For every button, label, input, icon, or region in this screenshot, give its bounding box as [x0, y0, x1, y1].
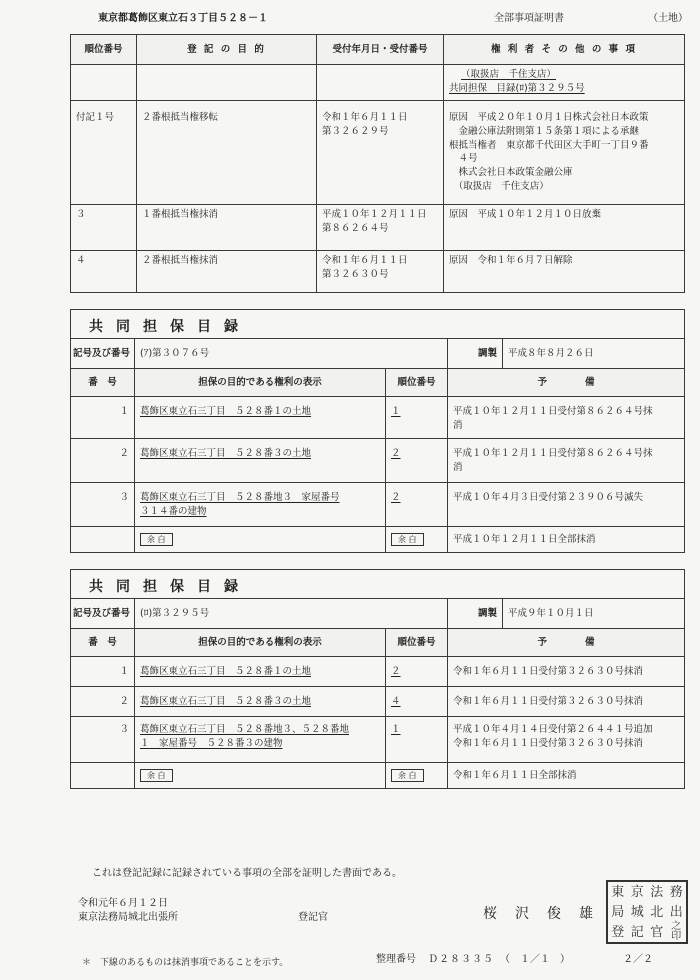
- col-rank: 順位番号: [386, 369, 448, 397]
- yohaku-stamp: 余 白: [140, 533, 173, 546]
- issuing-office: 東京法務局城北出張所: [78, 912, 178, 923]
- rights-line: 葛飾区東立石三丁目 ５２８番地３、５２８番地: [140, 724, 350, 735]
- table-row: [71, 205, 685, 251]
- matters-cell: [444, 65, 685, 101]
- item-rank: [386, 687, 448, 717]
- table-row: [71, 101, 685, 205]
- reserve-line: 令和１年６月１１日受付第３２６３０号抹消: [453, 665, 644, 677]
- item-no: ３: [71, 717, 135, 763]
- item-rank: [386, 439, 448, 483]
- item-rank: [386, 397, 448, 439]
- rank-value: ２: [391, 448, 401, 459]
- rank-value: ４: [391, 695, 401, 707]
- item-reserve: [448, 657, 685, 687]
- seal-char: 城: [630, 904, 644, 920]
- matters-line: ４号: [449, 153, 478, 165]
- chosei-value: 平成８年８月２６日: [503, 339, 685, 369]
- rank-value: ２: [391, 665, 401, 677]
- item-reserve: [448, 717, 685, 763]
- rank-cell: ３: [71, 205, 137, 251]
- reserve-line: 平成１０年１２月１１日受付第８６２６４号抹: [453, 448, 653, 459]
- matters-cell: [444, 251, 685, 293]
- kigo-label: 記号及び番号: [71, 339, 135, 369]
- item-no: １: [71, 657, 135, 687]
- seiri-value: Ｄ２８３３５: [428, 954, 494, 965]
- table-row: [71, 439, 685, 483]
- item-rights: [135, 483, 386, 527]
- final-note: 令和１年６月１１日全部抹消: [448, 763, 685, 789]
- col-receipt-date: 受付年月日・受付番号: [317, 35, 444, 65]
- seal-char: 出: [669, 904, 683, 920]
- col-rank-number: 順位番号: [71, 35, 137, 65]
- receipt-cell: [317, 205, 444, 251]
- item-rank: [386, 657, 448, 687]
- table-row: [71, 397, 685, 439]
- item-reserve: [448, 687, 685, 717]
- item-no: ２: [71, 439, 135, 483]
- certificate-type: 全部事項証明書: [494, 13, 564, 24]
- page-number: ２／２: [623, 954, 653, 965]
- matters-line: （取扱店 千住支店）: [449, 180, 549, 192]
- receipt-number: 第８６２６４号: [322, 222, 389, 234]
- item-rights: [135, 687, 386, 717]
- item-no: １: [71, 397, 135, 439]
- yohaku-stamp: 余 白: [391, 769, 424, 782]
- matters-line: 原因 平成２０年１０月１日株式会社日本政策: [449, 112, 649, 123]
- rank-value: ２: [391, 492, 401, 503]
- item-rank: [386, 717, 448, 763]
- col-rights-display: 担保の目的である権利の表示: [135, 369, 386, 397]
- mokuroku1-title-bar: [70, 309, 685, 339]
- seal-char: 之印: [671, 921, 682, 942]
- rights-table: [70, 34, 685, 293]
- yohaku-stamp: 余 白: [391, 533, 424, 546]
- land-type: （土地）: [648, 13, 688, 24]
- matters-line: （取扱店 千住支店）: [461, 69, 557, 80]
- rank-value: １: [391, 724, 401, 735]
- col-matters: 権 利 者 そ の 他 の 事 項: [444, 35, 685, 65]
- rank-cell: ４: [71, 251, 137, 293]
- purpose-cell: ２番根抵当権移転: [137, 101, 317, 205]
- reserve-line: 令和１年６月１１日受付第３２６３０号抹消: [453, 737, 644, 749]
- item-reserve: [448, 439, 685, 483]
- table-row: [71, 527, 685, 553]
- seal-char: 官: [650, 924, 664, 940]
- item-no: ３: [71, 483, 135, 527]
- rank-value: １: [391, 406, 401, 417]
- matters-line: 原因 平成１０年１２月１０日放棄: [449, 209, 602, 220]
- item-rights: [135, 397, 386, 439]
- reserve-line: 消: [453, 419, 463, 431]
- seal-char: 北: [650, 904, 664, 920]
- mokuroku2-title: 共同担保目録: [89, 579, 251, 595]
- seal-char: 務: [669, 884, 683, 900]
- rights-line: 葛飾区東立石三丁目 ５２８番地３ 家屋番号: [140, 492, 340, 503]
- mokuroku1-header-row: [71, 369, 685, 397]
- reserve-line: 令和１年６月１１日受付第３２６３０号抹消: [453, 695, 644, 707]
- seal-char: 登: [611, 924, 625, 940]
- rights-line: 葛飾区東立石三丁目 ５２８番３の土地: [140, 695, 312, 707]
- kigo-label: 記号及び番号: [71, 599, 135, 629]
- matters-line: 原因 令和１年６月７日解除: [449, 255, 573, 266]
- final-note: 平成１０年１２月１１日全部抹消: [448, 527, 685, 553]
- mokuroku2-kigo-row: [71, 599, 685, 629]
- rights-line: 葛飾区東立石三丁目 ５２８番１の土地: [140, 406, 312, 417]
- rights-line: 葛飾区東立石三丁目 ５２８番１の土地: [140, 665, 312, 677]
- seal-char: 東: [611, 884, 625, 900]
- seiri-label: 整理番号: [376, 954, 416, 965]
- reserve-line: 平成１０年４月１４日受付第２６４４１号追加: [453, 724, 653, 735]
- seal-char: 記: [630, 924, 644, 940]
- receipt-number: 第３２６３０号: [322, 268, 389, 280]
- matters-line: 根抵当権者 東京都千代田区大手町一丁目９番: [449, 139, 649, 151]
- officer-title: 登記官: [298, 912, 328, 923]
- receipt-cell: [317, 251, 444, 293]
- seal-char: 法: [650, 884, 664, 900]
- col-reserve: 予 備: [448, 369, 685, 397]
- official-seal: [606, 880, 688, 944]
- mokuroku2-header-row: [71, 629, 685, 657]
- seiri-page: （ １／１ ）: [500, 954, 570, 965]
- table-row: [71, 657, 685, 687]
- reserve-line: 平成１０年４月３日受付第２３９０６号滅失: [453, 492, 644, 503]
- matters-line: 金融公庫法附則第１５条第１項による承継: [449, 125, 640, 137]
- col-rank: 順位番号: [386, 629, 448, 657]
- col-purpose: 登 記 の 目 的: [137, 35, 317, 65]
- rights-line: ３１４番の建物: [140, 505, 207, 517]
- item-rights: [135, 717, 386, 763]
- matters-line: 共同担保 目録(ﾛ)第３２９５号: [449, 82, 585, 94]
- mokuroku1-kigo-row: [71, 339, 685, 369]
- mokuroku2-table: [70, 598, 685, 789]
- seal-char: 局: [611, 904, 625, 920]
- col-no: 番 号: [71, 629, 135, 657]
- item-rights: [135, 657, 386, 687]
- mokuroku1-title: 共同担保目録: [89, 319, 251, 335]
- item-reserve: [448, 483, 685, 527]
- col-reserve: 予 備: [448, 629, 685, 657]
- table-row: [71, 687, 685, 717]
- purpose-cell: ２番根抵当権抹消: [137, 251, 317, 293]
- receipt-date: 令和１年６月１１日: [322, 112, 408, 123]
- yohaku-stamp: 余 白: [140, 769, 173, 782]
- receipt-date: 令和１年６月１１日: [322, 255, 408, 266]
- col-no: 番 号: [71, 369, 135, 397]
- matters-line: 株式会社日本政策金融公庫: [449, 167, 573, 179]
- table-row: [71, 717, 685, 763]
- col-rights-display: 担保の目的である権利の表示: [135, 629, 386, 657]
- item-rights: [135, 439, 386, 483]
- matters-cell: [444, 101, 685, 205]
- chosei-label: 調製: [448, 339, 503, 369]
- underline-note: ＊ 下線のあるものは抹消事項であることを示す。: [82, 958, 289, 968]
- item-reserve: [448, 397, 685, 439]
- matters-cell: [444, 205, 685, 251]
- receipt-date: 平成１０年１２月１１日: [322, 209, 427, 220]
- property-address: 東京都葛飾区東立石３丁目５２８－１: [98, 13, 268, 24]
- rank-cell: 付記１号: [71, 101, 137, 205]
- item-rank: [386, 483, 448, 527]
- mokuroku2-title-bar: [70, 569, 685, 599]
- table-row: [71, 251, 685, 293]
- seal-char: 京: [630, 884, 644, 900]
- issue-date: 令和元年６月１２日: [78, 898, 168, 909]
- receipt-number: 第３２６２９号: [322, 125, 389, 137]
- chosei-label: 調製: [448, 599, 503, 629]
- reserve-line: 平成１０年１２月１１日受付第８６２６４号抹: [453, 406, 653, 417]
- chosei-value: 平成９年１０月１日: [503, 599, 685, 629]
- kigo-value: (ｱ)第３０７６号: [135, 339, 448, 369]
- certification-statement: これは登記記録に記録されている事項の全部を証明した書面である。: [92, 868, 402, 879]
- table-row: [71, 483, 685, 527]
- kigo-value: (ﾛ)第３２９５号: [135, 599, 448, 629]
- mokuroku1-table: [70, 338, 685, 553]
- rights-line: １ 家屋番号 ５２８番３の建物: [140, 737, 283, 749]
- reserve-line: 消: [453, 461, 463, 473]
- purpose-cell: １番根抵当権抹消: [137, 205, 317, 251]
- rights-header-row: [71, 35, 685, 65]
- item-no: ２: [71, 687, 135, 717]
- table-row: [71, 65, 685, 101]
- table-row: [71, 763, 685, 789]
- receipt-cell: [317, 101, 444, 205]
- officer-name: 桜 沢 俊 雄: [483, 906, 595, 922]
- rights-line: 葛飾区東立石三丁目 ５２８番３の土地: [140, 448, 312, 459]
